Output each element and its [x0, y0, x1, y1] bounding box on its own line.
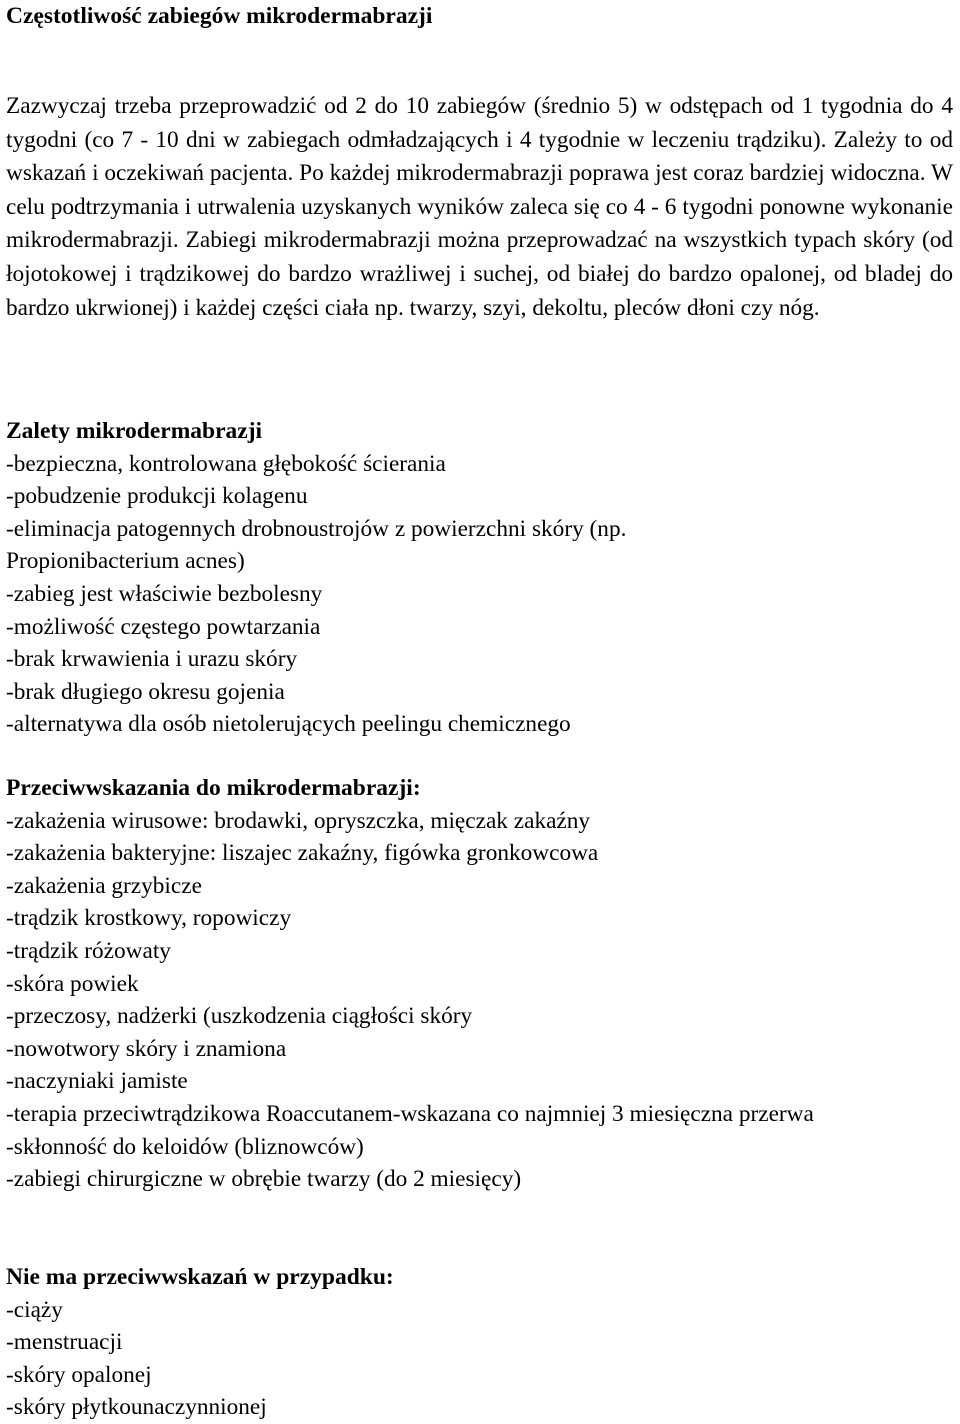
list-item: -nowotwory skóry i znamiona	[6, 1035, 287, 1062]
list-item: -trądzik różowaty	[6, 937, 171, 964]
contraindications-heading: Przeciwwskazania do mikrodermabrazji:	[6, 775, 421, 801]
page-title: Częstotliwość zabiegów mikrodermabrazji	[6, 3, 433, 29]
list-item: -menstruacji	[6, 1329, 123, 1356]
list-item: -zakażenia bakteryjne: liszajec zakaźny, figówka gronkowcowa	[6, 840, 599, 867]
advantages-heading: Zalety mikrodermabrazji	[6, 418, 263, 444]
list-item: -możliwość częstego powtarzania	[6, 613, 321, 640]
list-item: -ciąży	[6, 1296, 63, 1323]
list-item: -alternatywa dla osób nietolerujących peelingu chemicznego	[6, 711, 571, 738]
list-item: -skóry opalonej	[6, 1361, 152, 1388]
list-item: -zakażenia grzybicze	[6, 872, 202, 899]
list-item: -przeczosy, nadżerki (uszkodzenia ciągłości skóry	[6, 1003, 473, 1030]
list-item: -bezpieczna, kontrolowana głębokość ścierania	[6, 450, 446, 477]
list-item: -skóry płytkounaczynnionej	[6, 1394, 267, 1421]
list-item: -naczyniaki jamiste	[6, 1068, 188, 1095]
list-item: -brak krwawienia i urazu skóry	[6, 646, 298, 673]
list-item: -skłonność do keloidów (bliznowców)	[6, 1133, 364, 1160]
list-item: -brak długiego okresu gojenia	[6, 678, 285, 705]
list-item: -terapia przeciwtrądzikowa Roaccutanem-wskazana co najmniej 3 miesięczna przerwa	[6, 1100, 814, 1127]
no-contraindications-heading: Nie ma przeciwwskazań w przypadku:	[6, 1264, 394, 1290]
no-contraindications-section	[6, 1261, 956, 1424]
no-contraindications-list	[6, 1294, 956, 1424]
intro-paragraph: Zazwyczaj trzeba przeprowadzić od 2 do 10 zabiegów (średnio 5) w odstępach od 1 tygodnia do 4 tygodni (co 7 - 10 dni w zabiegach odmładzających i 4 tygodnie w leczeniu trądziku). Zależy to od wskazań i oczekiwań pacjenta. Po każdej mikrodermabrazji poprawa jest coraz bardziej widoczna. W celu podtrzymania i utrwalenia uzyskanych wyników zaleca się co 4 - 6 tygodni ponowne wykonanie mikrodermabrazji. Zabiegi mikrodermabrazji można przeprowadzać na wszystkich typach skóry (od łojotokowej i trądzikowej do bardzo wrażliwej i suchej, od białej do bardzo opalonej, od bladej do bardzo ukrwionej) i każdej części ciała np. twarzy, szyi, dekoltu, pleców dłoni czy nóg.	[6, 93, 953, 321]
list-item: -skóra powiek	[6, 970, 139, 997]
advantages-list	[6, 448, 956, 741]
advantages-section	[6, 415, 956, 741]
list-item: -zabieg jest właściwie bezbolesny	[6, 580, 323, 607]
list-item: -zabiegi chirurgiczne w obrębie twarzy (do 2 miesięcy)	[6, 1166, 522, 1193]
list-item: -pobudzenie produkcji kolagenu	[6, 483, 308, 510]
contraindications-section	[6, 772, 956, 1196]
contraindications-list	[6, 805, 956, 1196]
list-item: -zakażenia wirusowe: brodawki, opryszczka, mięczak zakaźny	[6, 807, 591, 834]
list-item: -eliminacja patogennych drobnoustrojów z powierzchni skóry (np. Propionibacterium acnes)	[6, 515, 627, 575]
list-item: -trądzik krostkowy, ropowiczy	[6, 905, 292, 932]
